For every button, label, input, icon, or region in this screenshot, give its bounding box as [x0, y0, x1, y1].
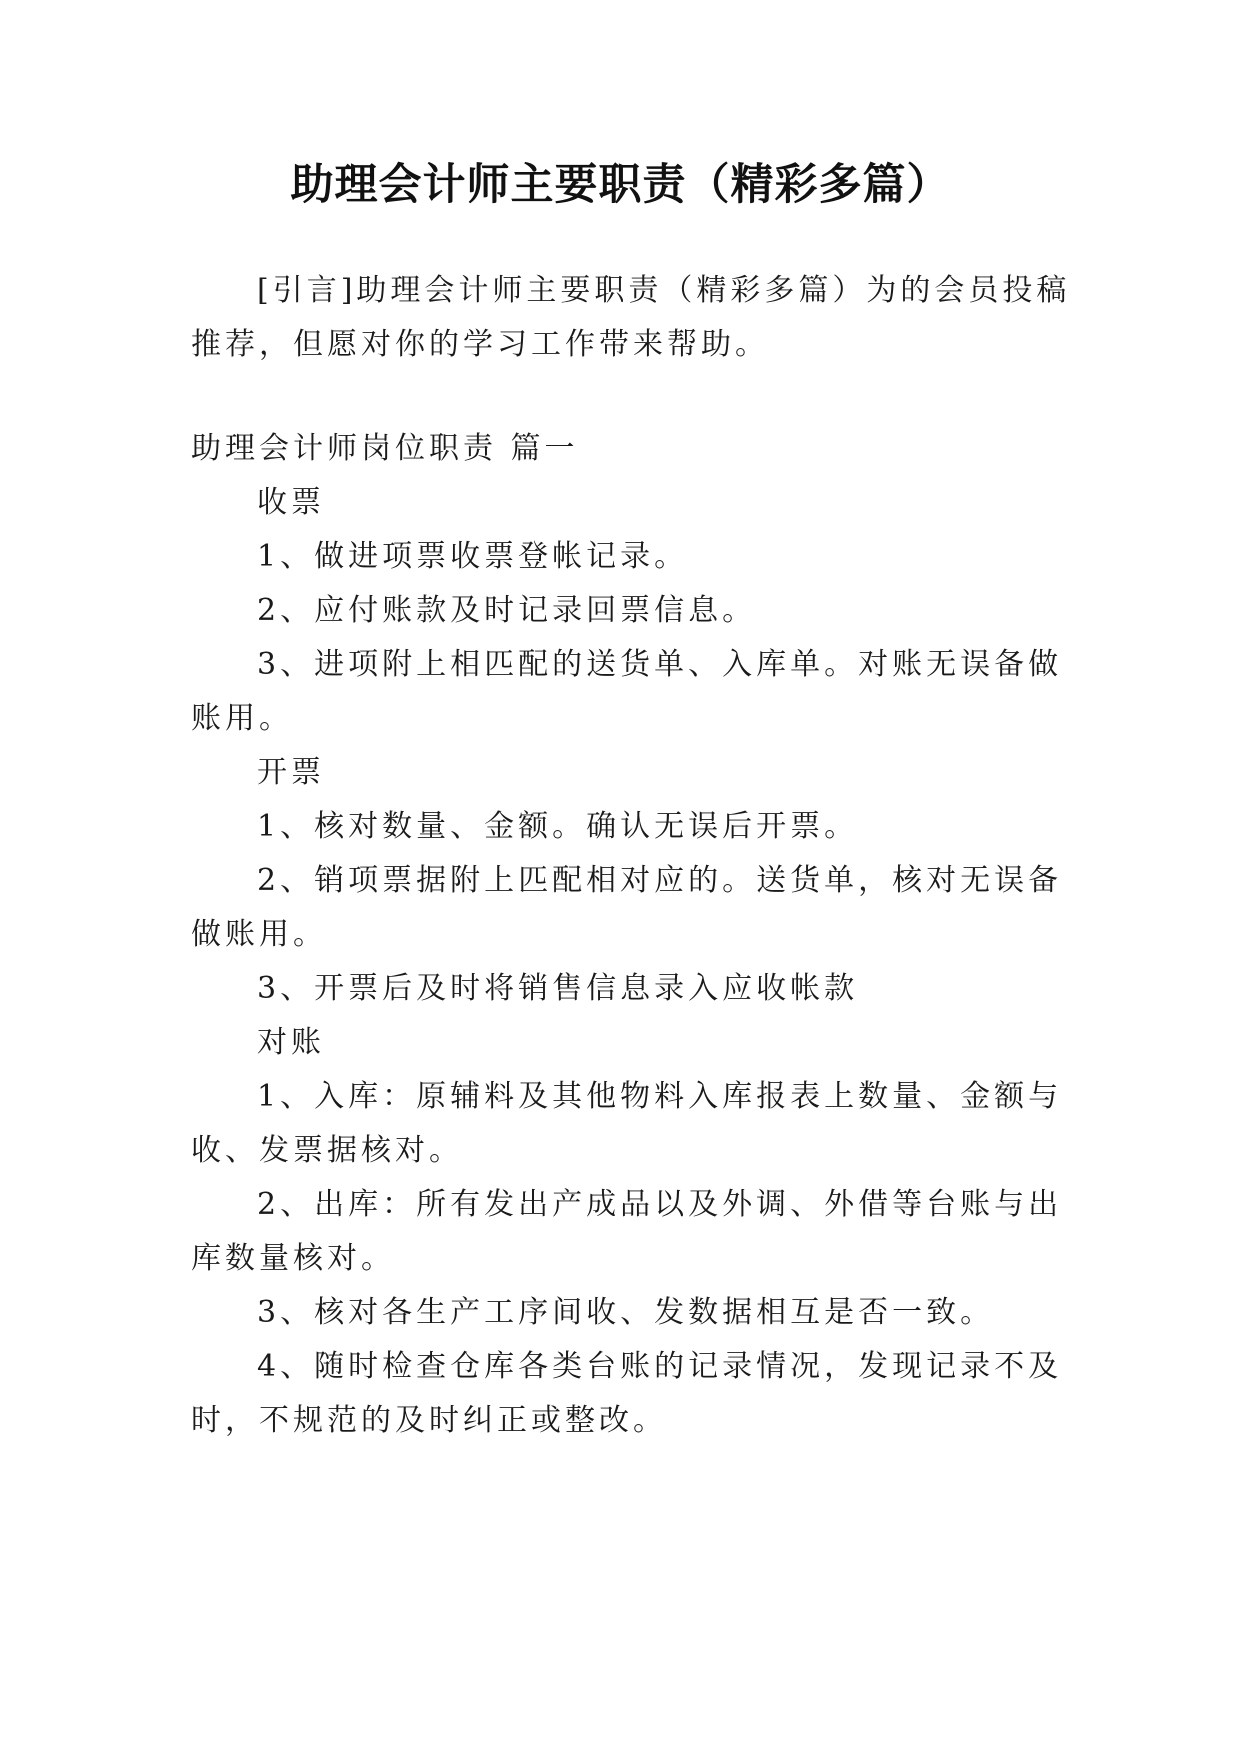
paragraph-line: 账用。	[191, 701, 293, 736]
paragraph-line: 3、开票后及时将销售信息录入应收帐款	[257, 971, 859, 1006]
subheading-reconciliation: 对账	[257, 1025, 325, 1060]
paragraph-line: 1、入库：原辅料及其他物料入库报表上数量、金额与	[257, 1079, 1063, 1114]
subheading-issue-invoice: 开票	[257, 755, 325, 790]
paragraph-line: 做账用。	[191, 917, 327, 952]
document-title: 助理会计师主要职责（精彩多篇）	[290, 160, 951, 210]
paragraph-line: 2、应付账款及时记录回票信息。	[257, 593, 757, 628]
paragraph-line: 3、核对各生产工序间收、发数据相互是否一致。	[257, 1295, 995, 1330]
paragraph-line: 收、发票据核对。	[191, 1133, 463, 1168]
intro-line-1: [引言]助理会计师主要职责（精彩多篇）为的会员投稿	[257, 273, 1071, 308]
paragraph-line: 库数量核对。	[191, 1241, 395, 1276]
paragraph-line: 2、出库：所有发出产成品以及外调、外借等台账与出	[257, 1187, 1063, 1222]
paragraph-line: 1、核对数量、金额。确认无误后开票。	[257, 809, 859, 844]
section-heading: 助理会计师岗位职责 篇一	[191, 431, 579, 466]
paragraph-line: 时，不规范的及时纠正或整改。	[191, 1403, 667, 1438]
paragraph-line: 1、做进项票收票登帐记录。	[257, 539, 689, 574]
paragraph-line: 2、销项票据附上匹配相对应的。送货单，核对无误备	[257, 863, 1063, 898]
subheading-receive-invoice: 收票	[257, 485, 325, 520]
intro-line-2: 推荐，但愿对你的学习工作带来帮助。	[191, 327, 769, 362]
paragraph-line: 4、随时检查仓库各类台账的记录情况，发现记录不及	[257, 1349, 1063, 1384]
paragraph-line: 3、进项附上相匹配的送货单、入库单。对账无误备做	[257, 647, 1063, 682]
